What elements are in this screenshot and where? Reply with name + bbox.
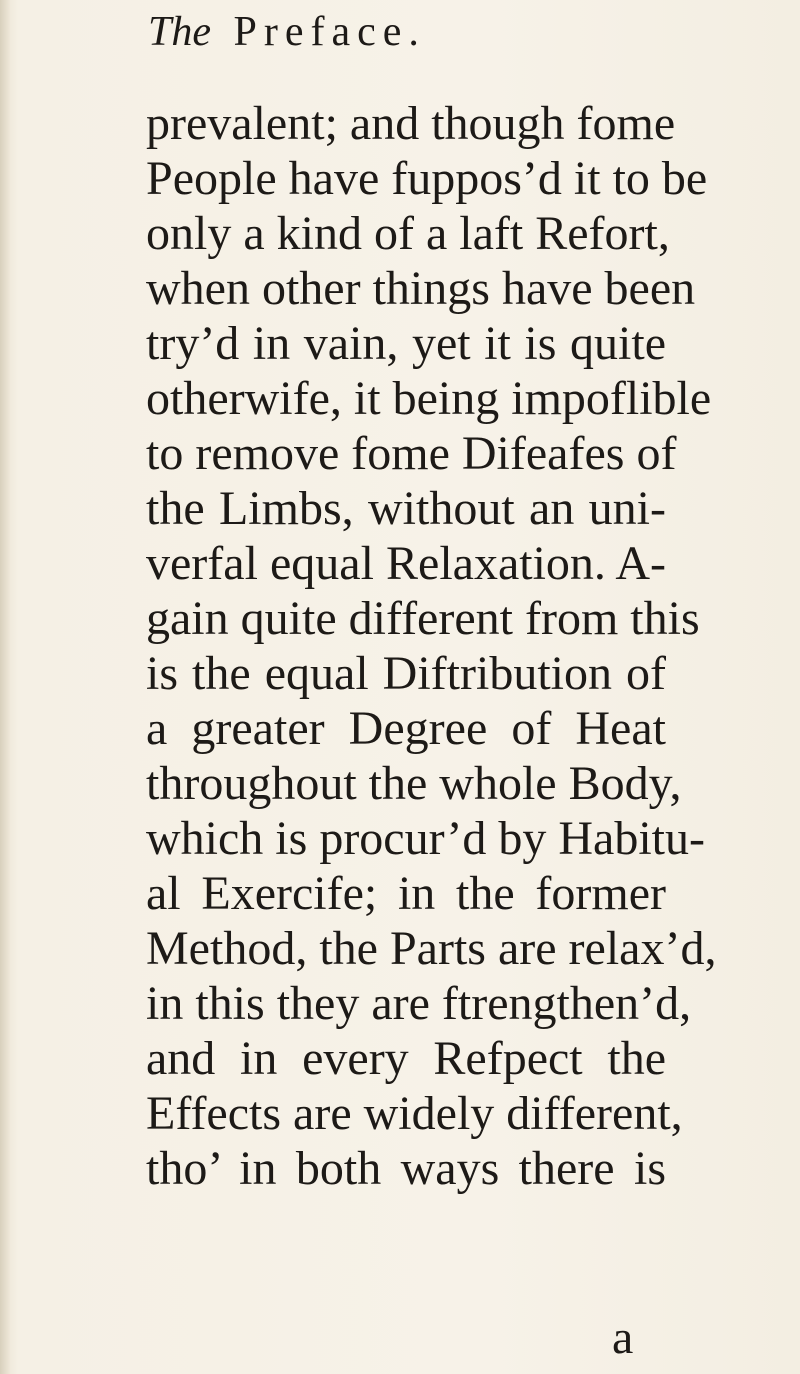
text-line: is the equal Diftribution of bbox=[146, 647, 666, 700]
text-line: the Limbs, without an uni- bbox=[146, 482, 666, 535]
text-line: throughout the whole Body, bbox=[146, 757, 682, 810]
text-line: People have fuppos’d it to be bbox=[146, 152, 708, 205]
text-line: to remove fome Difeafes of bbox=[146, 427, 677, 480]
text-line: which is procur’d by Habitu- bbox=[146, 812, 705, 865]
text-line: verfal equal Relaxation. A- bbox=[146, 537, 666, 590]
text-line: a greater Degree of Heat bbox=[146, 702, 666, 755]
text-line: otherwife, it being impoflible bbox=[146, 372, 712, 425]
text-line: prevalent; and though fome bbox=[146, 97, 676, 150]
running-head-title: Preface. bbox=[233, 9, 426, 55]
running-head bbox=[148, 8, 426, 56]
text-line: Method, the Parts are relax’d, bbox=[146, 922, 717, 975]
text-line: tho’ in both ways there is bbox=[146, 1142, 666, 1195]
running-head-article: The bbox=[148, 9, 211, 55]
text-line: al Exercife; in the former bbox=[146, 867, 666, 920]
text-line: try’d in vain, yet it is quite bbox=[146, 317, 666, 370]
page-gutter bbox=[0, 0, 10, 1374]
text-line: when other things have been bbox=[146, 262, 696, 315]
text-line: and in every Refpect the bbox=[146, 1032, 666, 1085]
catchword: a bbox=[612, 1311, 634, 1364]
body-text bbox=[146, 96, 717, 1196]
text-line: gain quite different from this bbox=[146, 592, 700, 645]
text-line: only a kind of a laft Refort, bbox=[146, 207, 670, 260]
text-line: Effects are widely different, bbox=[146, 1087, 683, 1140]
text-line: in this they are ftrengthen’d, bbox=[146, 977, 692, 1030]
